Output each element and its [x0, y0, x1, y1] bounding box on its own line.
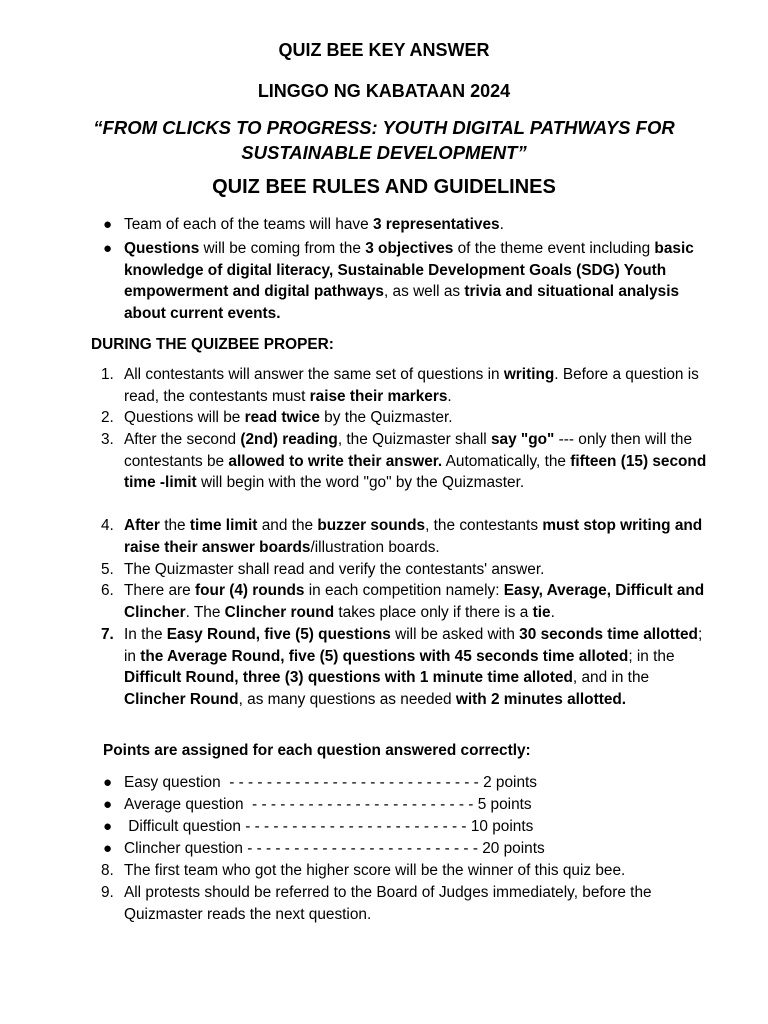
emphasis-text: Questions — [124, 240, 200, 257]
emphasis-text: time limit — [189, 517, 258, 534]
list-number: 3. — [101, 431, 114, 448]
emphasis-text: Easy Round, five (5) questions — [166, 626, 391, 643]
emphasis-text: must stop writing and raise their answer boards — [124, 517, 703, 556]
points-difficult: Difficult question - - - - - - - - - - - - - - - - - - - - - - - - 10 points — [124, 818, 534, 835]
list-item: After the second (2nd) reading, the Quizmaster shall say "go" --- only then will the contestants be allowed to write their answer. Automatically, the fifteen (15) second time -limit will begin with the word "go" by the Quizmaster. — [124, 431, 707, 492]
emphasis-text: 3 objectives — [365, 240, 454, 257]
points-average: Average question - - - - - - - - - - - - - - - - - - - - - - - - 5 points — [124, 796, 532, 813]
bullet-icon: ● — [103, 240, 113, 257]
emphasis-text: 30 seconds time allotted — [519, 626, 698, 643]
emphasis-text: raise their markers — [309, 387, 448, 405]
list-item: All protests should be referred to the Board of Judges immediately, before the Quizmaster reads the next question. — [124, 884, 652, 923]
bullet-icon: ● — [103, 840, 113, 857]
emphasis-text: 3 representatives — [372, 216, 500, 233]
list-number: 7. — [101, 626, 114, 643]
theme-title: “FROM CLICKS TO PROGRESS: YOUTH DIGITAL PATHWAYS FOR SUSTAINABLE DEVELOPMENT” — [93, 117, 675, 163]
emphasis-text: After — [124, 517, 160, 534]
list-number: 5. — [101, 561, 114, 578]
list-item: The first team who got the higher score will be the winner of this quiz bee. — [124, 862, 626, 879]
emphasis-text: allowed to write their answer. — [228, 452, 443, 470]
emphasis-text: fifteen (15) second time -limit — [124, 452, 707, 492]
emphasis-text: Difficult Round, three (3) questions with 1 minute time alloted — [124, 669, 573, 687]
emphasis-text: Clincher Round — [124, 690, 239, 708]
rules-heading: QUIZ BEE RULES AND GUIDELINES — [212, 176, 556, 198]
list-number: 1. — [101, 366, 114, 383]
points-clincher: Clincher question - - - - - - - - - - - - - - - - - - - - - - - - - 20 points — [124, 840, 545, 857]
during-heading: DURING THE QUIZBEE PROPER: — [91, 336, 334, 353]
document-title: QUIZ BEE KEY ANSWER — [278, 40, 490, 60]
bullet-item: Team of each of the teams will have 3 representatives. — [124, 216, 504, 233]
list-item: There are four (4) rounds in each competition namely: Easy, Average, Difficult and Clincher. The Clincher round takes place only if there is a tie. — [124, 582, 705, 621]
list-item: The Quizmaster shall read and verify the contestants' answer. — [124, 561, 545, 578]
bullet-icon: ● — [103, 818, 113, 835]
list-item: Questions will be read twice by the Quizmaster. — [124, 409, 453, 426]
emphasis-text: Easy, Average, Difficult and Clincher — [124, 582, 705, 621]
emphasis-text: with 2 minutes allotted. — [455, 690, 627, 708]
emphasis-text: basic knowledge of digital literacy, Sustainable Development Goals (SDG) Youth empowerment and digital pathways — [124, 240, 694, 301]
emphasis-text: four (4) rounds — [195, 582, 305, 599]
event-name: LINGGO NG KABATAAN 2024 — [257, 81, 511, 101]
list-number: 6. — [101, 582, 114, 599]
list-number: 2. — [101, 409, 114, 426]
emphasis-text: Clincher round — [224, 603, 335, 621]
list-number: 4. — [101, 517, 114, 534]
list-item: After the time limit and the buzzer sounds, the contestants must stop writing and raise their answer boards/illustration boards. — [124, 517, 703, 556]
bullet-item: Questions will be coming from the 3 objectives of the theme event including basic knowledge of digital literacy, Sustainable Development Goals (SDG) Youth empowerment and digital pathways, as well as trivia and situational analysis about current events. — [124, 240, 694, 322]
bullet-icon: ● — [103, 796, 113, 813]
emphasis-text: trivia and situational analysis about current events. — [124, 283, 680, 322]
list-item: All contestants will answer the same set of questions in writing. Before a question is read, the contestants must raise their markers. — [124, 366, 699, 405]
emphasis-text: (2nd) reading — [240, 431, 338, 448]
points-heading: Points are assigned for each question answered correctly: — [103, 742, 531, 759]
emphasis-text: tie — [532, 603, 551, 621]
list-number: 8. — [101, 862, 114, 879]
emphasis-text: buzzer sounds — [317, 517, 426, 534]
emphasis-text: say "go" — [490, 431, 555, 448]
bullet-icon: ● — [103, 216, 113, 233]
emphasis-text: writing — [503, 366, 555, 383]
bullet-icon: ● — [103, 774, 113, 791]
emphasis-text: the Average Round, five (5) questions with 45 seconds time alloted — [140, 647, 629, 665]
points-easy: Easy question - - - - - - - - - - - - - - - - - - - - - - - - - - - 2 points — [124, 774, 537, 791]
list-item: In the Easy Round, five (5) questions will be asked with 30 seconds time allotted; in the Average Round, five (5) questions with 45 seconds time alloted; in the Difficult Round, three (3) questions with 1 minute time alloted, and in the Clincher Round, as many questions as needed with 2 minutes allotted. — [124, 626, 703, 708]
list-number: 9. — [101, 884, 114, 901]
emphasis-text: read twice — [244, 409, 320, 426]
